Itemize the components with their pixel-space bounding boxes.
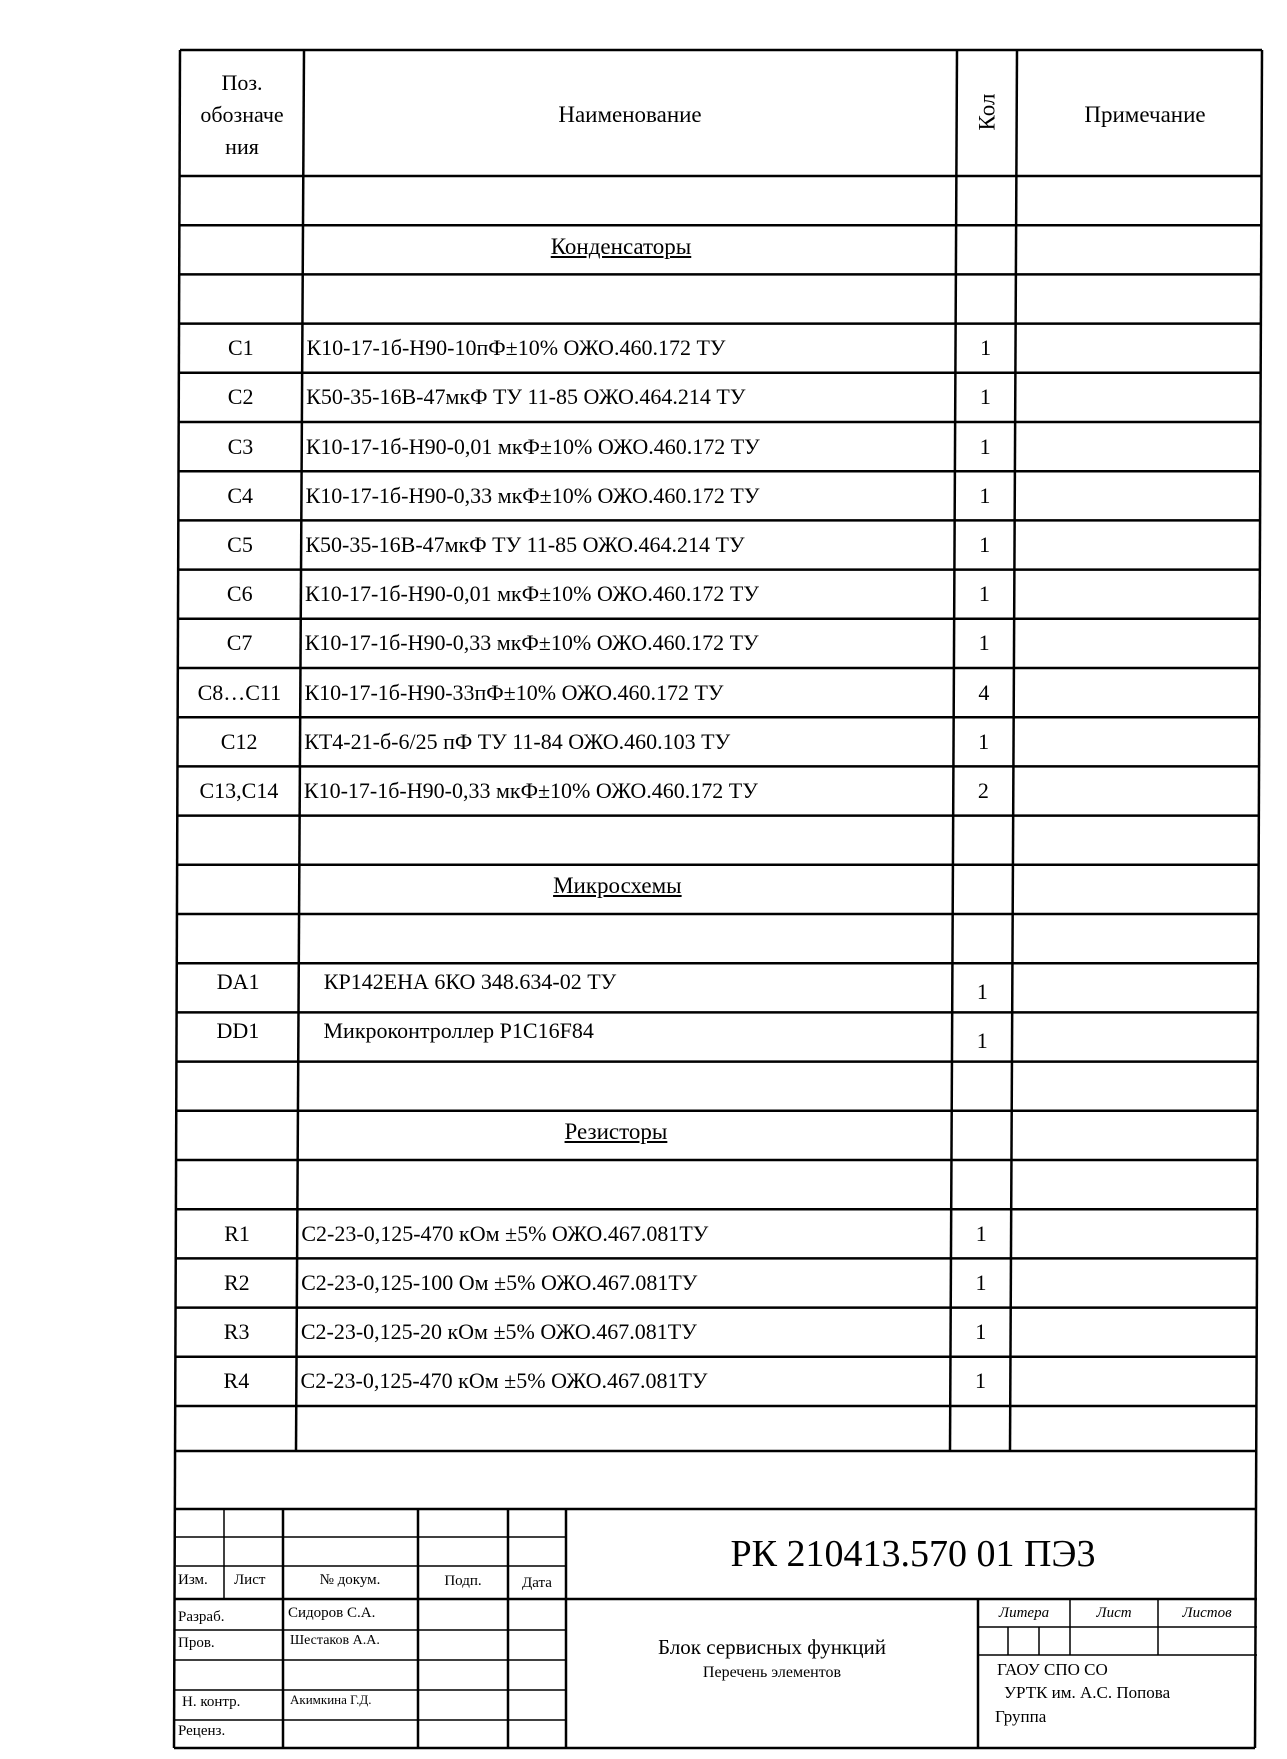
element-name: К10-17-1б-Н90-33пФ±10% ОЖО.460.172 ТУ (304, 679, 724, 705)
element-name: К10-17-1б-Н90-0,01 мкФ±10% ОЖО.460.172 ТУ (305, 433, 760, 459)
element-name: К10-17-1б-Н90-0,33 мкФ±10% ОЖО.460.172 ТУ (303, 778, 758, 803)
stamp-col-izm: Изм. (178, 1572, 208, 1588)
element-quantity: 1 (978, 581, 990, 607)
organization-line-2: УРТК им. А.С. Попова (1004, 1683, 1171, 1702)
element-name: К10-17-1б-Н90-10пФ±10% ОЖО.460.172 ТУ (306, 335, 726, 361)
stamp-col-date: Дата (522, 1575, 552, 1591)
position-designator: C3 (227, 433, 254, 459)
element-name: КТ4-21-б-6/25 пФ ТУ 11-84 ОЖО.460.103 ТУ (304, 728, 731, 754)
header-note: Примечание (1084, 102, 1206, 127)
element-quantity: 2 (977, 778, 989, 803)
stamp-col-sign: Подп. (444, 1573, 482, 1589)
stamp-role-prov: Пров. (178, 1635, 215, 1651)
position-designator: C7 (226, 630, 253, 656)
stamp-role-recenz: Реценз. (178, 1723, 226, 1739)
position-designator: DD1 (216, 1018, 260, 1043)
position-designator: C5 (227, 532, 253, 557)
stamp-litera-label: Литера (998, 1605, 1050, 1621)
stamp-name-razrab: Сидоров С.А. (288, 1605, 376, 1621)
position-designator: R3 (223, 1319, 250, 1345)
stamp-role-razrab: Разраб. (178, 1609, 225, 1625)
element-quantity: 1 (976, 1028, 988, 1053)
document-code: РК 210413.570 01 ПЭ3 (730, 1533, 1096, 1575)
position-designator: C4 (227, 482, 254, 508)
position-designator: C2 (227, 384, 254, 410)
element-name: К10-17-1б-Н90-0,01 мкФ±10% ОЖО.460.172 ТУ (305, 581, 759, 607)
section-heading: Резисторы (564, 1119, 668, 1145)
stamp-col-docnum: № докум. (319, 1572, 381, 1588)
element-quantity: 1 (979, 482, 991, 508)
position-designator: C1 (227, 335, 254, 361)
element-quantity: 1 (978, 630, 990, 656)
header-qty: Кол (974, 93, 1000, 131)
position-designator: DA1 (216, 968, 260, 994)
stamp-sheet-label: Лист (1096, 1605, 1132, 1621)
element-name: К50-35-16В-47мкФ ТУ 11-85 ОЖО.464.214 ТУ (306, 384, 746, 410)
element-name: КР142ЕНА 6КО 348.634-02 ТУ (323, 968, 617, 994)
document-subtitle: Перечень элементов (702, 1664, 842, 1681)
position-designator: C8…C11 (197, 679, 282, 705)
element-quantity: 1 (974, 1368, 986, 1394)
element-quantity: 1 (975, 1270, 987, 1295)
element-quantity: 1 (979, 532, 991, 557)
position-designator: R2 (223, 1270, 250, 1295)
element-name: С2-23-0,125-20 кОм ±5% ОЖО.467.081ТУ (300, 1319, 697, 1345)
position-designator: C6 (226, 581, 253, 607)
header-pos-line-3: ния (225, 134, 259, 159)
organization-line-1: ГАОУ СПО СО (997, 1660, 1108, 1679)
stamp-name-nkontr: Акимкина Г.Д. (290, 1692, 372, 1707)
element-quantity: 1 (975, 1319, 987, 1345)
header-pos-line-2: обозначе (200, 102, 284, 127)
element-name: Микроконтроллер P1C16F84 (323, 1018, 594, 1043)
position-designator: R1 (224, 1220, 250, 1246)
element-quantity: 1 (980, 335, 992, 361)
header-pos-line-1: Поз. (221, 70, 263, 95)
header-name: Наименование (558, 102, 702, 127)
element-name: К10-17-1б-Н90-0,33 мкФ±10% ОЖО.460.172 ТУ (305, 482, 760, 508)
element-name: К10-17-1б-Н90-0,33 мкФ±10% ОЖО.460.172 ТУ (304, 630, 759, 656)
element-quantity: 1 (978, 728, 990, 754)
element-name: С2-23-0,125-100 Ом ±5% ОЖО.467.081ТУ (301, 1270, 698, 1295)
element-quantity: 1 (975, 1220, 987, 1246)
stamp-col-list: Лист (234, 1572, 266, 1588)
stamp-sheets-label: Листов (1182, 1605, 1232, 1621)
element-quantity: 1 (979, 433, 991, 459)
position-designator: R4 (223, 1368, 250, 1394)
element-name: С2-23-0,125-470 кОм ±5% ОЖО.467.081ТУ (301, 1220, 709, 1246)
position-designator: C12 (220, 728, 258, 754)
section-heading: Конденсаторы (550, 233, 692, 259)
element-quantity: 4 (978, 679, 990, 705)
position-designator: C13,C14 (199, 778, 279, 803)
document-title: Блок сервисных функций (658, 1635, 886, 1659)
stamp-role-nkontr: Н. контр. (182, 1694, 241, 1710)
element-quantity: 1 (976, 978, 988, 1004)
element-quantity: 1 (979, 384, 991, 410)
element-name: К50-35-16В-47мкФ ТУ 11-85 ОЖО.464.214 ТУ (305, 532, 745, 557)
element-name: С2-23-0,125-470 кОм ±5% ОЖО.467.081ТУ (300, 1368, 708, 1394)
stamp-name-prov: Шестаков А.А. (290, 1633, 380, 1648)
organization-line-3: Группа (995, 1707, 1047, 1726)
section-heading: Микросхемы (553, 873, 682, 899)
